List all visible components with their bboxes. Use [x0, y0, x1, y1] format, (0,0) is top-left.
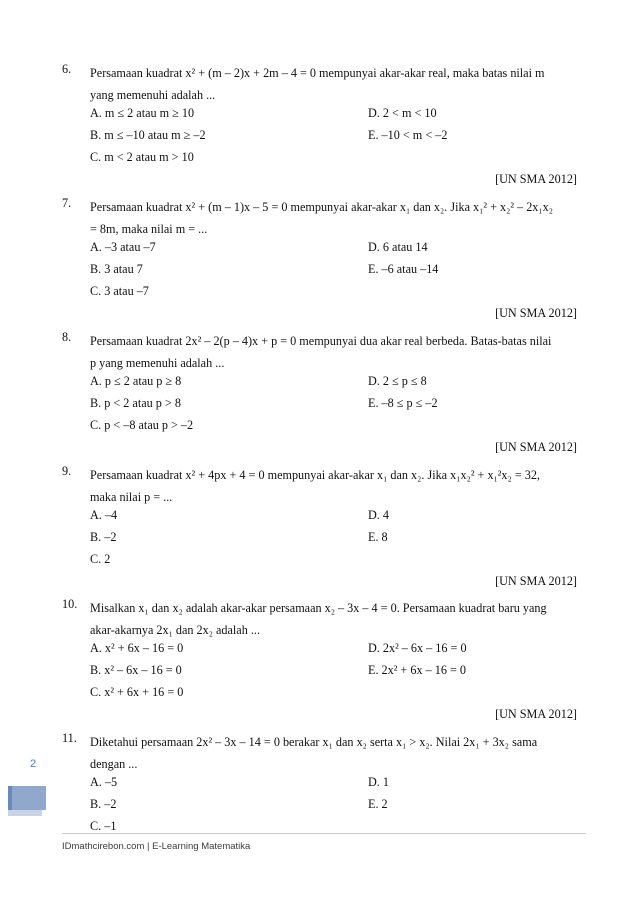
page-tab-decoration	[8, 786, 46, 810]
page-tab-decoration-shadow	[8, 810, 42, 816]
option-e: E. 8	[368, 530, 388, 544]
question-number: 11.	[62, 731, 77, 745]
question-stem	[90, 330, 586, 374]
stem-line-1: Persamaan kuadrat 2x² – 2(p – 4)x + p = 0 mempunyai dua akar real berbeda. Batas-batas nilai	[90, 334, 552, 348]
option-c: C. 2	[90, 552, 111, 566]
stem-line-1: Persamaan kuadrat x² + 4px + 4 = 0 mempunyai akar-akar x₁ dan x₂. Jika x₁x₂² + x₁²x₂ = 32,	[90, 468, 540, 482]
page-number: 2	[30, 758, 37, 770]
stem-line-1: Persamaan kuadrat x² + (m – 1)x – 5 = 0 mempunyai akar-akar x₁ dan x₂. Jika x₁² + x₂² – 2x₁x₂	[90, 200, 553, 214]
option-b: B. –2	[90, 530, 117, 544]
option-b: B. m ≤ –10 atau m ≥ –2	[90, 128, 206, 142]
footer-divider	[62, 833, 586, 834]
footer-text: IDmathcirebon.com | E-Learning Matematika	[62, 841, 251, 852]
option-a: A. –3 atau –7	[90, 240, 156, 254]
stem-line-1: Diketahui persamaan 2x² – 3x – 14 = 0 berakar x₁ dan x₂ serta x₁ > x₂. Nilai 2x₁ + 3x₂ sama	[90, 735, 538, 749]
option-b: B. x² – 6x – 16 = 0	[90, 663, 182, 677]
option-b: B. –2	[90, 797, 117, 811]
option-c: C. m < 2 atau m > 10	[90, 150, 194, 164]
question-stem	[90, 196, 586, 240]
question-source: [UN SMA 2012]	[495, 440, 577, 454]
question-stem	[90, 464, 586, 508]
question-stem	[90, 597, 586, 641]
option-d: D. 6 atau 14	[368, 240, 428, 254]
question-source: [UN SMA 2012]	[495, 574, 577, 588]
option-b: B. 3 atau 7	[90, 262, 143, 276]
option-a: A. p ≤ 2 atau p ≥ 8	[90, 374, 182, 388]
option-e: E. –10 < m < –2	[368, 128, 448, 142]
option-e: E. 2x² + 6x – 16 = 0	[368, 663, 466, 677]
stem-line-1: Persamaan kuadrat x² + (m – 2)x + 2m – 4 = 0 mempunyai akar-akar real, maka batas nilai m	[90, 66, 545, 80]
option-a: A. –5	[90, 775, 118, 789]
question-number: 9.	[62, 464, 72, 478]
stem-line-2: p yang memenuhi adalah ...	[90, 356, 225, 370]
option-d: D. 2 ≤ p ≤ 8	[368, 374, 427, 388]
question-number: 8.	[62, 330, 72, 344]
stem-line-2: = 8m, maka nilai m = ...	[90, 222, 208, 236]
option-a: A. –4	[90, 508, 118, 522]
question-source: [UN SMA 2012]	[495, 172, 577, 186]
option-d: D. 1	[368, 775, 389, 789]
option-e: E. 2	[368, 797, 388, 811]
stem-line-2: dengan ...	[90, 757, 138, 771]
option-a: A. m ≤ 2 atau m ≥ 10	[90, 106, 195, 120]
option-d: D. 2x² – 6x – 16 = 0	[368, 641, 467, 655]
stem-line-2: maka nilai p = ...	[90, 490, 173, 504]
option-d: D. 2 < m < 10	[368, 106, 437, 120]
option-e: E. –6 atau –14	[368, 262, 439, 276]
question-number: 6.	[62, 62, 72, 76]
stem-line-2: akar-akarnya 2x₁ dan 2x₂ adalah ...	[90, 623, 260, 637]
question-stem	[90, 62, 586, 106]
option-c: C. p < –8 atau p > –2	[90, 418, 194, 432]
option-d: D. 4	[368, 508, 389, 522]
option-e: E. –8 ≤ p ≤ –2	[368, 396, 438, 410]
stem-line-1: Misalkan x₁ dan x₂ adalah akar-akar persamaan x₂ – 3x – 4 = 0. Persamaan kuadrat baru yang	[90, 601, 547, 615]
question-source: [UN SMA 2012]	[495, 707, 577, 721]
question-stem	[90, 731, 586, 775]
option-b: B. p < 2 atau p > 8	[90, 396, 181, 410]
question-source: [UN SMA 2012]	[495, 306, 577, 320]
option-c: C. –1	[90, 819, 117, 833]
option-c: C. 3 atau –7	[90, 284, 149, 298]
question-number: 10.	[62, 597, 78, 611]
stem-line-2: yang memenuhi adalah ...	[90, 88, 216, 102]
option-a: A. x² + 6x – 16 = 0	[90, 641, 184, 655]
question-number: 7.	[62, 196, 72, 210]
option-c: C. x² + 6x + 16 = 0	[90, 685, 184, 699]
